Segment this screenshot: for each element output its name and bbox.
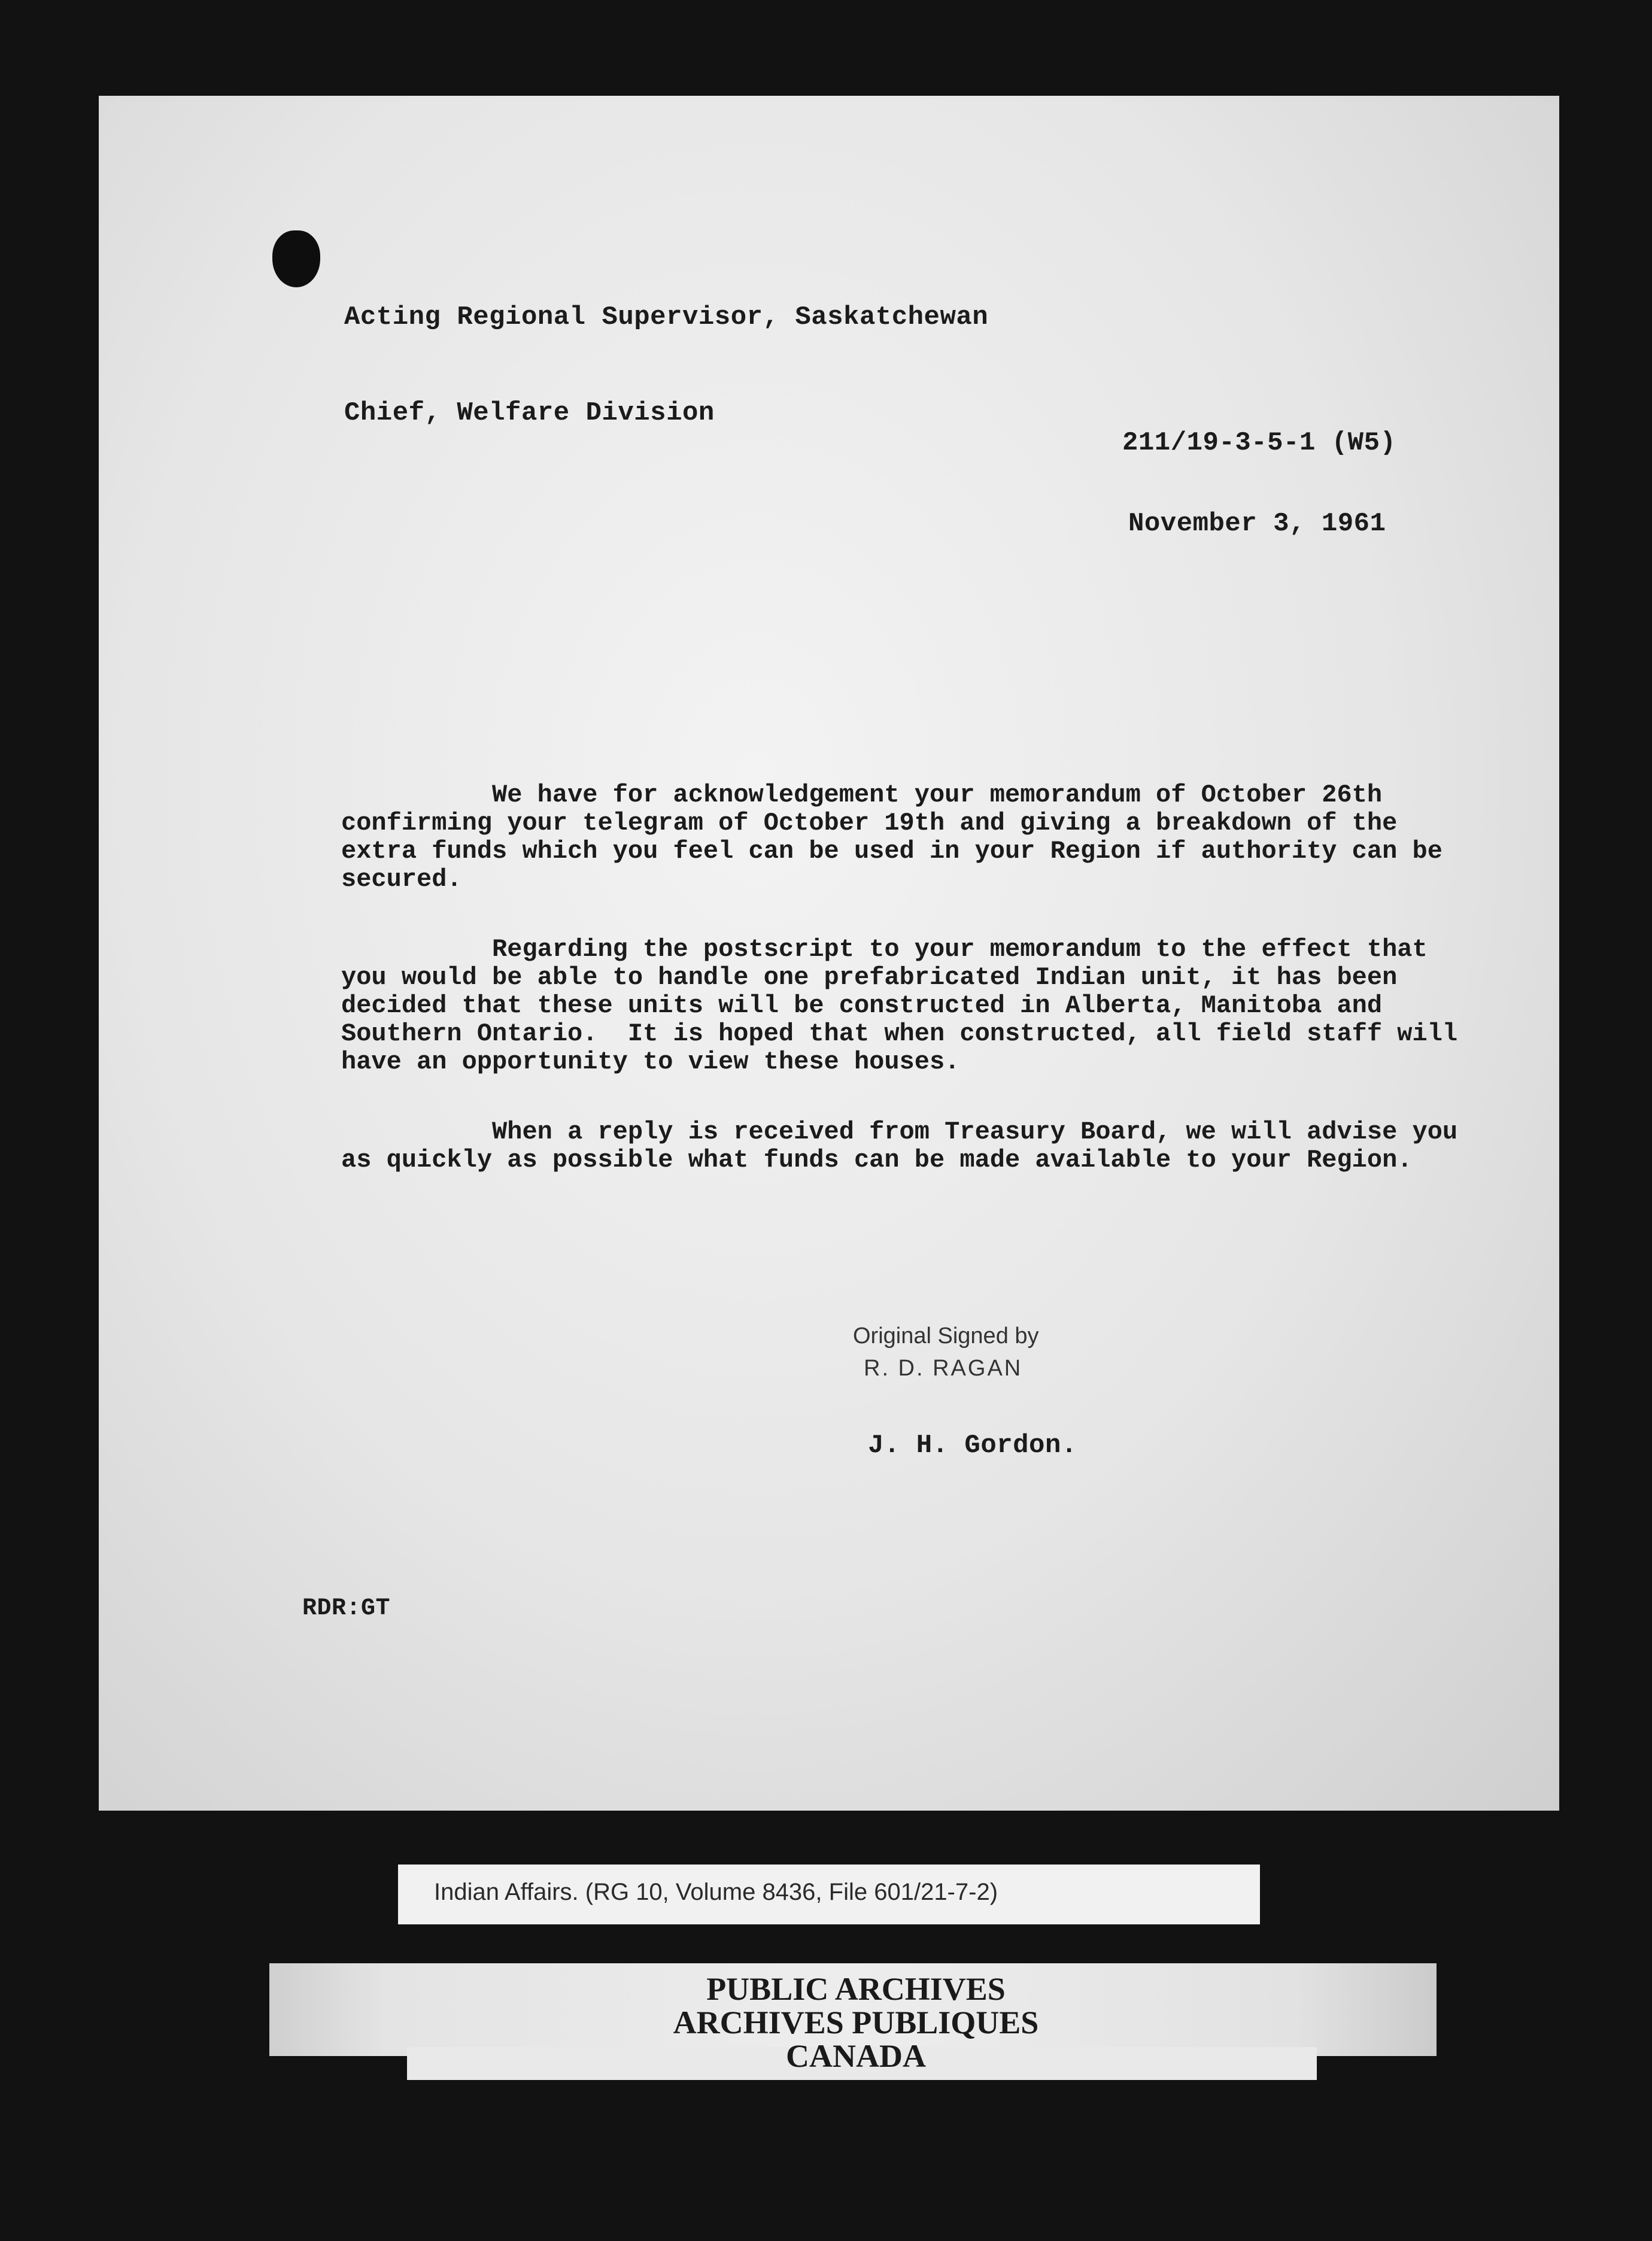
signature-stamp — [853, 1320, 1039, 1384]
body-paragraph-1: We have for acknowledgement your memorandum of October 26th confirming your telegram of October 19th and giving a breakdown of the extra funds which you feel can be used in your Region if authority can be secured. — [341, 781, 1458, 894]
archives-line-french: ARCHIVES PUBLIQUES — [673, 2005, 1039, 2040]
stamp-line-original-signed: Original Signed by — [853, 1323, 1039, 1349]
memo-page — [99, 96, 1559, 1811]
typist-initials: RDR:GT — [302, 1595, 391, 1622]
signer-name: J. H. Gordon. — [868, 1431, 1077, 1460]
memo-date: November 3, 1961 — [1128, 509, 1386, 539]
stamp-line-name: R. D. RAGAN — [864, 1356, 1023, 1381]
archive-reference-label — [398, 1865, 1260, 1924]
punch-hole — [272, 230, 320, 287]
memo-sender: Chief, Welfare Division — [344, 398, 715, 428]
file-reference: 211/19-3-5-1 (W5) — [1122, 428, 1396, 458]
memo-body — [341, 781, 1478, 1216]
archive-reference-text: Indian Affairs. (RG 10, Volume 8436, File 601/21-7-2) — [434, 1879, 998, 1905]
public-archives-stamp — [587, 1972, 1125, 2073]
body-paragraph-3: When a reply is received from Treasury Board, we will advise you as quickly as possible what funds can be made available to your Region. — [341, 1118, 1473, 1174]
archives-line-country: CANADA — [786, 2038, 926, 2074]
body-paragraph-2: Regarding the postscript to your memorandum to the effect that you would be able to handle one prefabricated Indian unit, it has been decided that these units will be constructed in Alberta, Manitoba and Southern Ontario. It is hoped that when constructed, all field staff will have an opportunity to view these houses. — [341, 935, 1473, 1076]
archives-line-english: PUBLIC ARCHIVES — [706, 1971, 1006, 2007]
memo-recipient: Acting Regional Supervisor, Saskatchewan — [344, 302, 989, 332]
